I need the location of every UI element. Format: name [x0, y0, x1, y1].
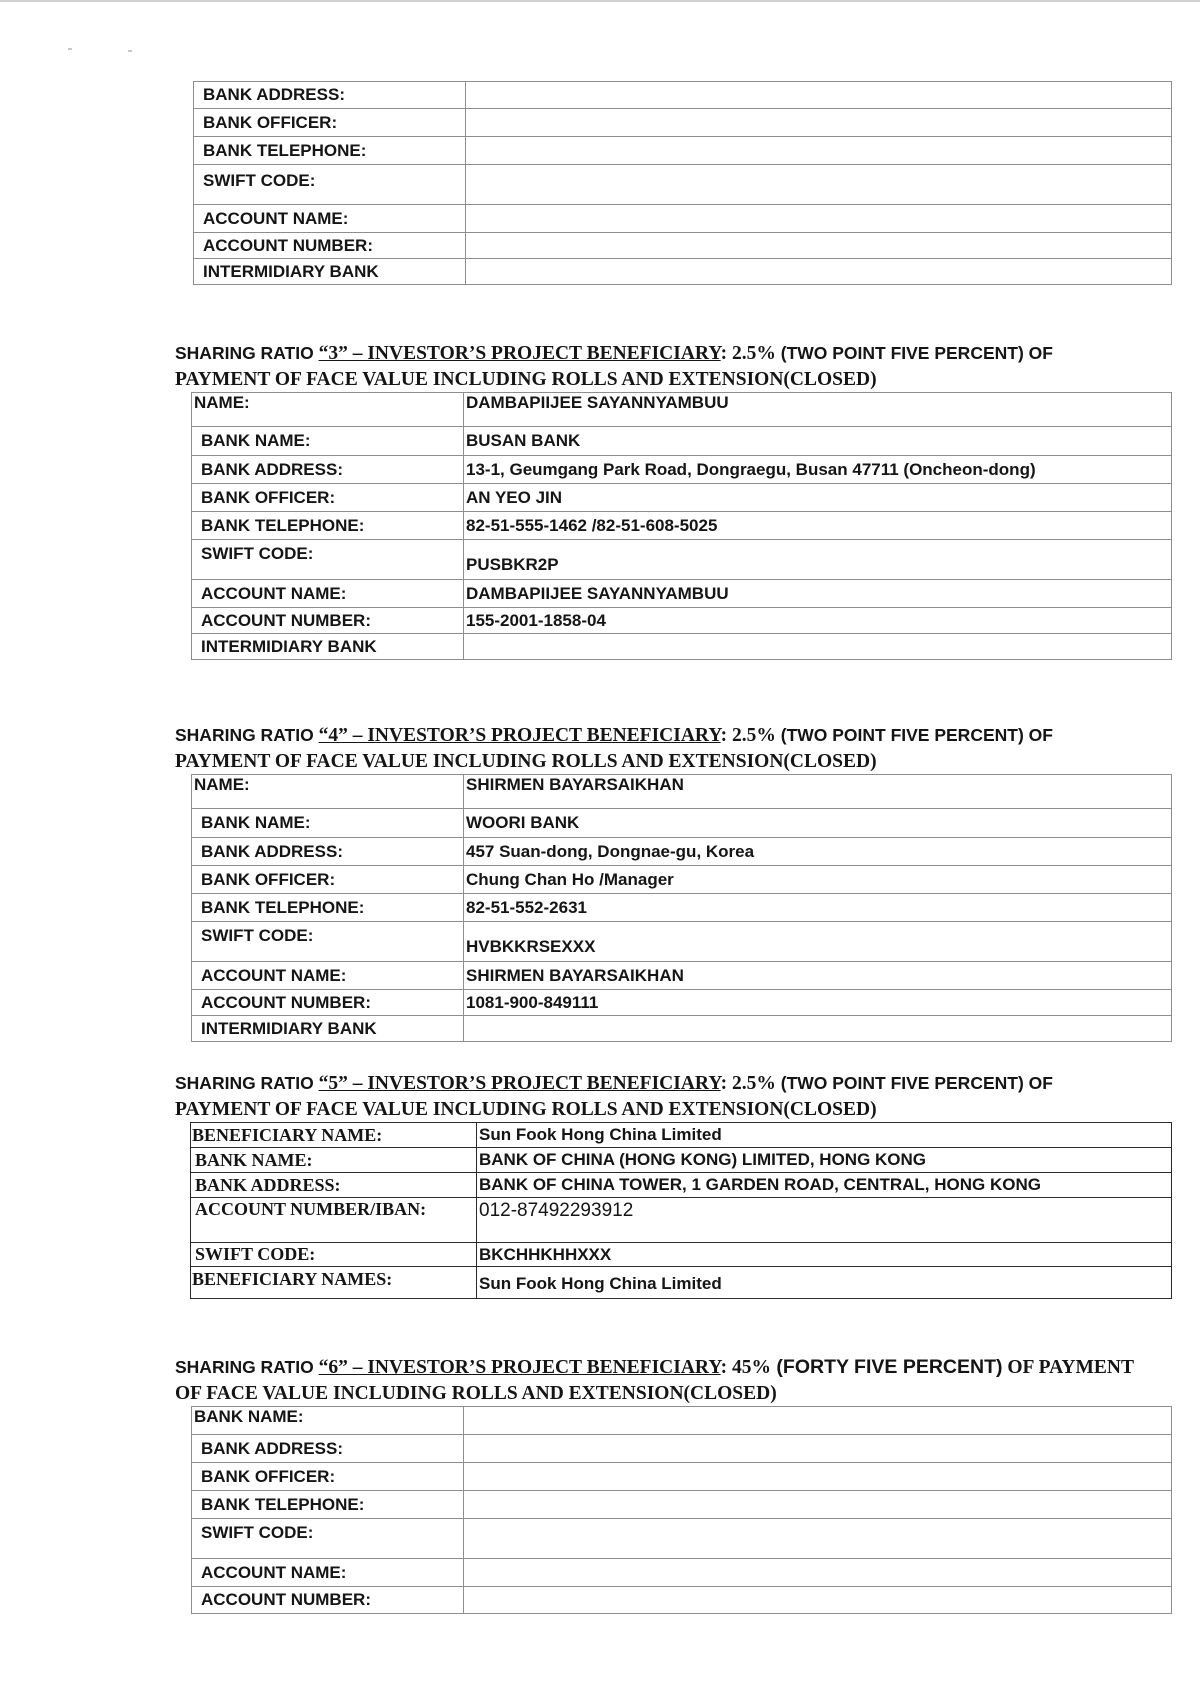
- field-label: BANK NAME:: [191, 1148, 477, 1173]
- field-value: 13-1, Geumgang Park Road, Dongraegu, Busan 47711 (Oncheon-dong): [464, 456, 1172, 484]
- field-label: ACCOUNT NUMBER/IBAN:: [191, 1198, 477, 1243]
- field-label: BENEFICIARY NAMES:: [191, 1267, 477, 1299]
- field-value: [466, 137, 1172, 165]
- field-label: INTERMIDIARY BANK: [192, 1016, 464, 1042]
- field-value: [464, 1016, 1172, 1042]
- field-label: ACCOUNT NAME:: [192, 962, 464, 990]
- page-top-edge: [0, 0, 1200, 2]
- field-value: [464, 1407, 1172, 1435]
- field-value: SHIRMEN BAYARSAIKHAN: [464, 962, 1172, 990]
- field-label: ACCOUNT NUMBER:: [192, 608, 464, 634]
- field-value: DAMBAPIIJEE SAYANNYAMBUU: [464, 393, 1172, 427]
- field-value: BANK OF CHINA TOWER, 1 GARDEN ROAD, CENTRAL, HONG KONG: [477, 1173, 1172, 1198]
- section5-heading: [175, 1070, 1135, 1123]
- table-row: [194, 165, 1172, 205]
- field-value: BANK OF CHINA (HONG KONG) LIMITED, HONG KONG: [477, 1148, 1172, 1173]
- field-value: 82-51-552-2631: [464, 894, 1172, 922]
- table-row: [191, 1243, 1172, 1267]
- table-row: [192, 1435, 1172, 1463]
- heading-prefix: SHARING RATIO: [175, 725, 319, 745]
- field-label: BANK NAME:: [192, 427, 464, 456]
- field-label: SWIFT CODE:: [191, 1243, 477, 1267]
- field-label: INTERMIDIARY BANK: [194, 259, 466, 285]
- table-row: [194, 205, 1172, 233]
- ratio-percent: 2.5%: [732, 343, 776, 364]
- table-row: [192, 922, 1172, 962]
- field-value: [464, 1587, 1172, 1614]
- table-row: [192, 1463, 1172, 1491]
- field-value: AN YEO JIN: [464, 484, 1172, 512]
- scan-speck: [68, 48, 72, 50]
- ratio-percent: 2.5%: [732, 1073, 776, 1094]
- field-label: ACCOUNT NAME:: [192, 580, 464, 608]
- field-value: 012-87492293912: [477, 1198, 1172, 1243]
- ratio-label: “3” – INVESTOR’S PROJECT BENEFICIARY: [318, 343, 721, 364]
- table-row: [194, 82, 1172, 109]
- field-value: [464, 1463, 1172, 1491]
- heading-line-2: PAYMENT OF FACE VALUE INCLUDING ROLLS AND EXTENSION(CLOSED): [175, 369, 877, 390]
- heading-line-1: [175, 340, 1135, 367]
- field-label: BANK OFFICER:: [192, 866, 464, 894]
- table-row: [192, 634, 1172, 660]
- field-label: BANK ADDRESS:: [192, 456, 464, 484]
- heading-colon: :: [720, 725, 732, 746]
- field-label: BANK TELEPHONE:: [192, 1491, 464, 1519]
- field-label: BANK TELEPHONE:: [192, 894, 464, 922]
- field-label: NAME:: [192, 393, 464, 427]
- heading-prefix: SHARING RATIO: [175, 343, 319, 363]
- table-row: [192, 1587, 1172, 1614]
- heading-prefix: SHARING RATIO: [175, 1357, 319, 1377]
- field-label: ACCOUNT NAME:: [192, 1559, 464, 1587]
- table-row: [192, 1016, 1172, 1042]
- heading-line-2: PAYMENT OF FACE VALUE INCLUDING ROLLS AND EXTENSION(CLOSED): [175, 1099, 877, 1120]
- field-value: [466, 205, 1172, 233]
- table-row: [192, 427, 1172, 456]
- field-label: ACCOUNT NUMBER:: [192, 1587, 464, 1614]
- field-value: BUSAN BANK: [464, 427, 1172, 456]
- section3-heading: [175, 340, 1135, 393]
- table-row: [191, 1148, 1172, 1173]
- field-value: [464, 1519, 1172, 1559]
- section4-bank-table: [191, 774, 1172, 1042]
- field-value: 457 Suan-dong, Dongnae-gu, Korea: [464, 838, 1172, 866]
- field-value: Sun Fook Hong China Limited: [477, 1267, 1172, 1299]
- table-row: [194, 109, 1172, 137]
- field-label: ACCOUNT NUMBER:: [192, 990, 464, 1016]
- field-label: SWIFT CODE:: [192, 540, 464, 580]
- ratio-label: “6” – INVESTOR’S PROJECT BENEFICIARY: [318, 1357, 721, 1378]
- ratio-words: (TWO POINT FIVE PERCENT) OF: [775, 343, 1053, 363]
- table-row: [192, 775, 1172, 809]
- table-row: [192, 1559, 1172, 1587]
- heading-line-2: PAYMENT OF FACE VALUE INCLUDING ROLLS AND EXTENSION(CLOSED): [175, 751, 877, 772]
- table-row: [192, 540, 1172, 580]
- table-row: [192, 1491, 1172, 1519]
- section6-heading: [175, 1354, 1135, 1407]
- field-label: BANK OFFICER:: [194, 109, 466, 137]
- table-row: [192, 809, 1172, 838]
- field-value: DAMBAPIIJEE SAYANNYAMBUU: [464, 580, 1172, 608]
- heading-line-2: OF FACE VALUE INCLUDING ROLLS AND EXTENSION(CLOSED): [175, 1383, 777, 1404]
- table-row: [191, 1173, 1172, 1198]
- field-value: 82-51-555-1462 /82-51-608-5025: [464, 512, 1172, 540]
- table-row: [192, 580, 1172, 608]
- heading-line-1: [175, 722, 1135, 749]
- field-value: [464, 1559, 1172, 1587]
- field-label: BANK NAME:: [192, 1407, 464, 1435]
- ratio-words: (FORTY FIVE PERCENT): [771, 1356, 1003, 1378]
- field-value: BKCHHKHHXXX: [477, 1243, 1172, 1267]
- ratio-percent: 2.5%: [732, 725, 776, 746]
- ratio-percent: 45%: [732, 1357, 771, 1378]
- field-value: [464, 634, 1172, 660]
- section2-bank-table: [193, 81, 1172, 285]
- field-value: [466, 165, 1172, 205]
- field-value: PUSBKR2P: [464, 540, 1172, 580]
- heading-prefix: SHARING RATIO: [175, 1073, 319, 1093]
- field-label: NAME:: [192, 775, 464, 809]
- table-row: [192, 894, 1172, 922]
- table-row: [191, 1123, 1172, 1148]
- table-row: [191, 1198, 1172, 1243]
- field-value: SHIRMEN BAYARSAIKHAN: [464, 775, 1172, 809]
- field-value: Chung Chan Ho /Manager: [464, 866, 1172, 894]
- section5-bank-table: [190, 1122, 1172, 1299]
- scan-speck: [128, 50, 132, 52]
- table-row: [192, 866, 1172, 894]
- field-value: [464, 1435, 1172, 1463]
- table-row: [192, 838, 1172, 866]
- field-label: BANK ADDRESS:: [192, 838, 464, 866]
- ratio-label: “4” – INVESTOR’S PROJECT BENEFICIARY: [318, 725, 721, 746]
- table-row: [194, 259, 1172, 285]
- field-label: BANK OFFICER:: [192, 1463, 464, 1491]
- field-label: BANK ADDRESS:: [194, 82, 466, 109]
- field-value: [466, 259, 1172, 285]
- table-row: [191, 1267, 1172, 1299]
- section3-bank-table: [191, 392, 1172, 660]
- field-label: SWIFT CODE:: [192, 1519, 464, 1559]
- ratio-words: (TWO POINT FIVE PERCENT) OF: [775, 1073, 1053, 1093]
- table-row: [192, 1407, 1172, 1435]
- table-row: [192, 393, 1172, 427]
- field-value: [466, 233, 1172, 259]
- field-label: BANK ADDRESS:: [192, 1435, 464, 1463]
- field-label: SWIFT CODE:: [192, 922, 464, 962]
- ratio-words: (TWO POINT FIVE PERCENT) OF: [775, 725, 1053, 745]
- field-value: 155-2001-1858-04: [464, 608, 1172, 634]
- field-value: 1081-900-849111: [464, 990, 1172, 1016]
- field-label: SWIFT CODE:: [194, 165, 466, 205]
- field-label: BANK TELEPHONE:: [194, 137, 466, 165]
- ratio-words-tail: OF PAYMENT: [1002, 1357, 1134, 1378]
- heading-colon: :: [720, 1073, 732, 1094]
- field-label: ACCOUNT NAME:: [194, 205, 466, 233]
- field-value: [464, 1491, 1172, 1519]
- heading-line-1: [175, 1070, 1135, 1097]
- field-value: HVBKKRSEXXX: [464, 922, 1172, 962]
- table-row: [194, 233, 1172, 259]
- field-label: BENEFICIARY NAME:: [191, 1123, 477, 1148]
- heading-line-1: [175, 1354, 1135, 1381]
- table-row: [194, 137, 1172, 165]
- ratio-label: “5” – INVESTOR’S PROJECT BENEFICIARY: [318, 1073, 721, 1094]
- table-row: [192, 1519, 1172, 1559]
- section4-heading: [175, 722, 1135, 775]
- table-row: [192, 990, 1172, 1016]
- table-row: [192, 512, 1172, 540]
- field-label: BANK NAME:: [192, 809, 464, 838]
- heading-colon: :: [720, 343, 732, 364]
- field-label: BANK OFFICER:: [192, 484, 464, 512]
- field-label: INTERMIDIARY BANK: [192, 634, 464, 660]
- field-value: Sun Fook Hong China Limited: [477, 1123, 1172, 1148]
- field-value: WOORI BANK: [464, 809, 1172, 838]
- field-value: [466, 82, 1172, 109]
- field-label: ACCOUNT NUMBER:: [194, 233, 466, 259]
- table-row: [192, 608, 1172, 634]
- field-value: [466, 109, 1172, 137]
- heading-colon: :: [720, 1357, 732, 1378]
- field-label: BANK TELEPHONE:: [192, 512, 464, 540]
- section6-bank-table: [191, 1406, 1172, 1614]
- field-label: BANK ADDRESS:: [191, 1173, 477, 1198]
- table-row: [192, 456, 1172, 484]
- table-row: [192, 484, 1172, 512]
- table-row: [192, 962, 1172, 990]
